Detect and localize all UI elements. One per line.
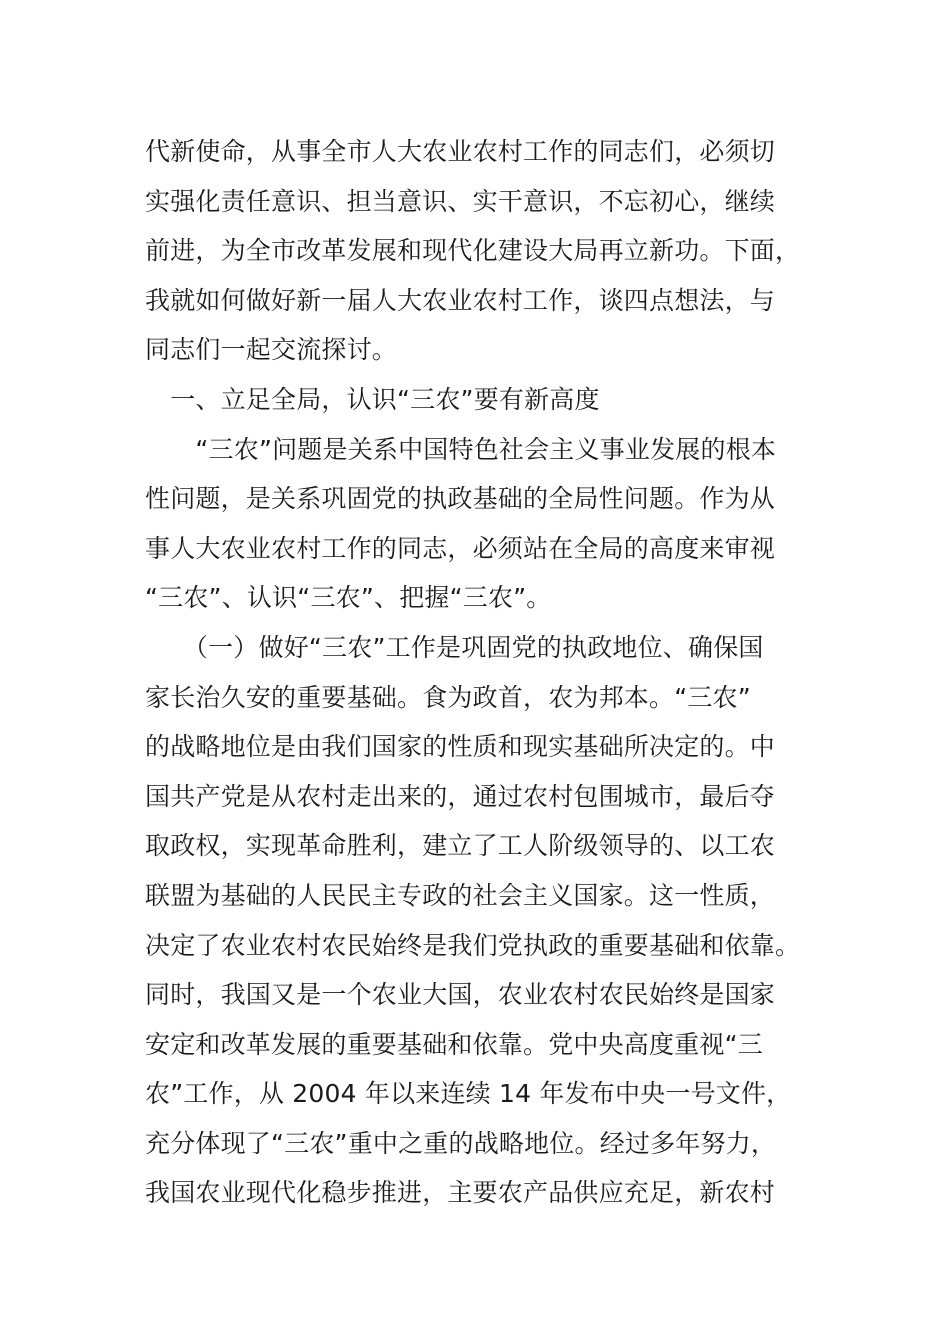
text-line: 充分体现了“三农”重中之重的战略地位。经过多年努力， [145, 1128, 777, 1158]
text-line: 事人大农业农村工作的同志，必须站在全局的高度来审视 [145, 533, 776, 563]
text-line: 同时，我国又是一个农业大国，农业农村农民始终是国家 [145, 980, 776, 1010]
text-line: 同志们一起交流探讨。 [145, 335, 398, 365]
subsection-heading: （一）做好“三农”工作是巩固党的执政地位、确保国 [145, 632, 764, 662]
text-line: 代新使命，从事全市人大农业农村工作的同志们，必须切 [145, 137, 776, 166]
text-line: 联盟为基础的人民民主专政的社会主义国家。这一性质， [145, 880, 776, 910]
text-line: 性问题，是关系巩固党的执政基础的全局性问题。作为从 [145, 484, 776, 514]
text-line: 决定了农业农村农民始终是我们党执政的重要基础和依靠。 [145, 930, 801, 960]
text-line: “三农”问题是关系中国特色社会主义事业发展的根本 [145, 434, 777, 464]
text-line: 前进，为全市改革发展和现代化建设大局再立新功。下面， [145, 236, 801, 266]
text-line: 我国农业现代化稳步推进，主要农产品供应充足，新农村 [145, 1178, 776, 1208]
text-line: 我就如何做好新一届人大农业农村工作，谈四点想法，与 [145, 285, 776, 315]
text-line: 取政权，实现革命胜利，建立了工人阶级领导的、以工农 [145, 831, 776, 861]
text-line: 国共产党是从农村走出来的，通过农村包围城市，最后夺 [145, 781, 776, 811]
text-line: 实强化责任意识、担当意识、实干意识，不忘初心，继续 [145, 186, 776, 216]
text-line: 的战略地位是由我们国家的性质和现实基础所决定的。中 [145, 732, 776, 762]
text-line: 农”工作，从 2004 年以来连续 14 年发布中央一号文件， [145, 1079, 792, 1109]
text-line: 家长治久安的重要基础。食为政首，农为邦本。“三农” [145, 682, 751, 712]
text-line: “三农”、认识“三农”、把握“三农”。 [145, 583, 552, 613]
section-heading: 一、立足全局，认识“三农”要有新高度 [145, 384, 600, 414]
text-line: 安定和改革发展的重要基础和依靠。党中央高度重视“三 [145, 1029, 763, 1059]
body-text [145, 127, 805, 1218]
